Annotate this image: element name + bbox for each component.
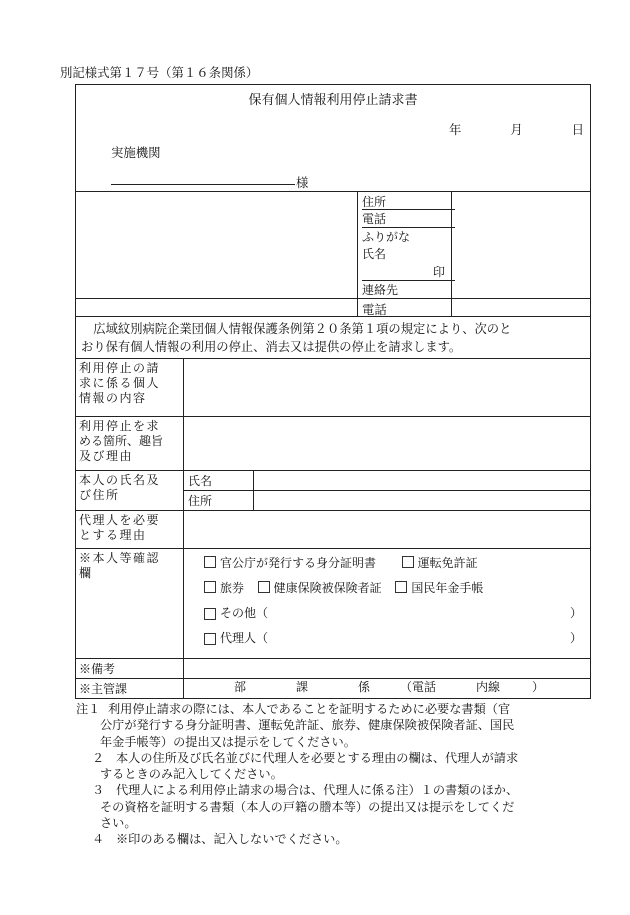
agent-checkbox[interactable] xyxy=(204,633,216,645)
notes-section: 注１ 利用停止請求の際には、本人であることを証明するために必要な書類（官 公庁が発行する身分証明書、運転免許証、旅券、健康保険被保険者証、国民 年金手帳等）の提出又は提示をしてください。 ２ 本人の住所及び氏名並びに代理人を必要とする理由の欄は、代理人が請求 するときのみ記入してください。 ３ 代理人による利用停止請求の場合は、代理人に係る注）１の書類のほか、 その資格を証明する書類（本人の戸籍の謄本等）の提出又は提示をしてくだ さい。 ４ ※印のある欄は、記入しないでください。 xyxy=(76,701,596,848)
gov-id-checkbox[interactable] xyxy=(204,556,216,568)
date-fields[interactable] xyxy=(449,120,584,138)
insurance-checkbox[interactable] xyxy=(258,581,270,593)
agency-name-line[interactable] xyxy=(111,184,295,185)
phone-label: 電話 xyxy=(362,212,387,226)
principal-address-label: 住所 xyxy=(184,491,254,511)
note-1: 注１ 利用停止請求の際には、本人であることを証明するために必要な書類（官 xyxy=(76,702,511,716)
principal-name-field[interactable] xyxy=(254,471,591,491)
year-label: 年 xyxy=(449,122,462,137)
dept-field[interactable]: 部 課 係 （電話 内線 ） xyxy=(184,679,591,699)
applicant-labels xyxy=(357,192,452,298)
agency-label: 実施機関 xyxy=(111,145,161,160)
passport-checkbox[interactable] xyxy=(204,581,216,593)
pension-checkbox[interactable] xyxy=(395,581,407,593)
day-label: 日 xyxy=(571,122,584,137)
dept-label: ※主管課 xyxy=(76,679,184,699)
note-4: ４ ※印のある欄は、記入しないでください。 xyxy=(92,832,348,847)
contact-phone-label: 電話 xyxy=(362,302,387,317)
id-check-label: ※本人等確認 欄 xyxy=(76,549,184,659)
contact-phone-row xyxy=(76,299,591,317)
id-check-options: 官公庁が発行する身分証明書 運転免許証 旅券 健康保険被保険者証 国民年金手帳 その他（ ） 代理人（ ） xyxy=(184,549,591,659)
form-title: 保有個人情報利用停止請求書 xyxy=(248,93,418,108)
address-label: 住所 xyxy=(362,195,387,209)
agent-reason-field[interactable] xyxy=(184,511,591,549)
request-statement: 広域紋別病院企業団個人情報保護条例第２０条第１項の規定により、次のと おり保有個人情報の利用の停止、消去又は提供の停止を請求します。 xyxy=(76,317,591,359)
other-checkbox[interactable] xyxy=(204,608,216,620)
info-content-label: 利用停止の請 求に係る個人 情報の内容 xyxy=(76,359,184,417)
note-3: ３ 代理人による利用停止請求の場合は、代理人に係る注）１の書類のほか、 xyxy=(92,783,519,798)
name-label: 氏名 xyxy=(362,247,387,261)
remarks-label: ※備考 xyxy=(76,659,184,679)
form-header xyxy=(76,85,591,192)
form-number: 別記様式第１７号（第１６条関係） xyxy=(60,65,259,80)
request-form-table xyxy=(75,84,591,699)
reason-field[interactable] xyxy=(184,417,591,471)
agent-reason-label: 代理人を必要 とする理由 xyxy=(76,511,184,549)
remarks-field[interactable] xyxy=(184,659,591,679)
applicant-section xyxy=(76,192,591,299)
month-label: 月 xyxy=(510,122,523,137)
info-content-field[interactable] xyxy=(184,359,591,417)
reason-label: 利用停止を求 める箇所、趣旨 及び理由 xyxy=(76,417,184,471)
note-2: ２ 本人の住所及び氏名並びに代理人を必要とする理由の欄は、代理人が請求 xyxy=(92,750,519,765)
principal-name-label: 氏名 xyxy=(184,471,254,491)
contact-label: 連絡先 xyxy=(362,283,399,297)
sama-label: 様 xyxy=(296,175,309,190)
seal-label: 印 xyxy=(432,265,445,279)
principal-address-field[interactable] xyxy=(254,491,591,511)
license-checkbox[interactable] xyxy=(402,556,414,568)
principal-label: 本人の氏名及 び住所 xyxy=(76,471,184,511)
furigana-label: ふりがな xyxy=(362,230,411,244)
